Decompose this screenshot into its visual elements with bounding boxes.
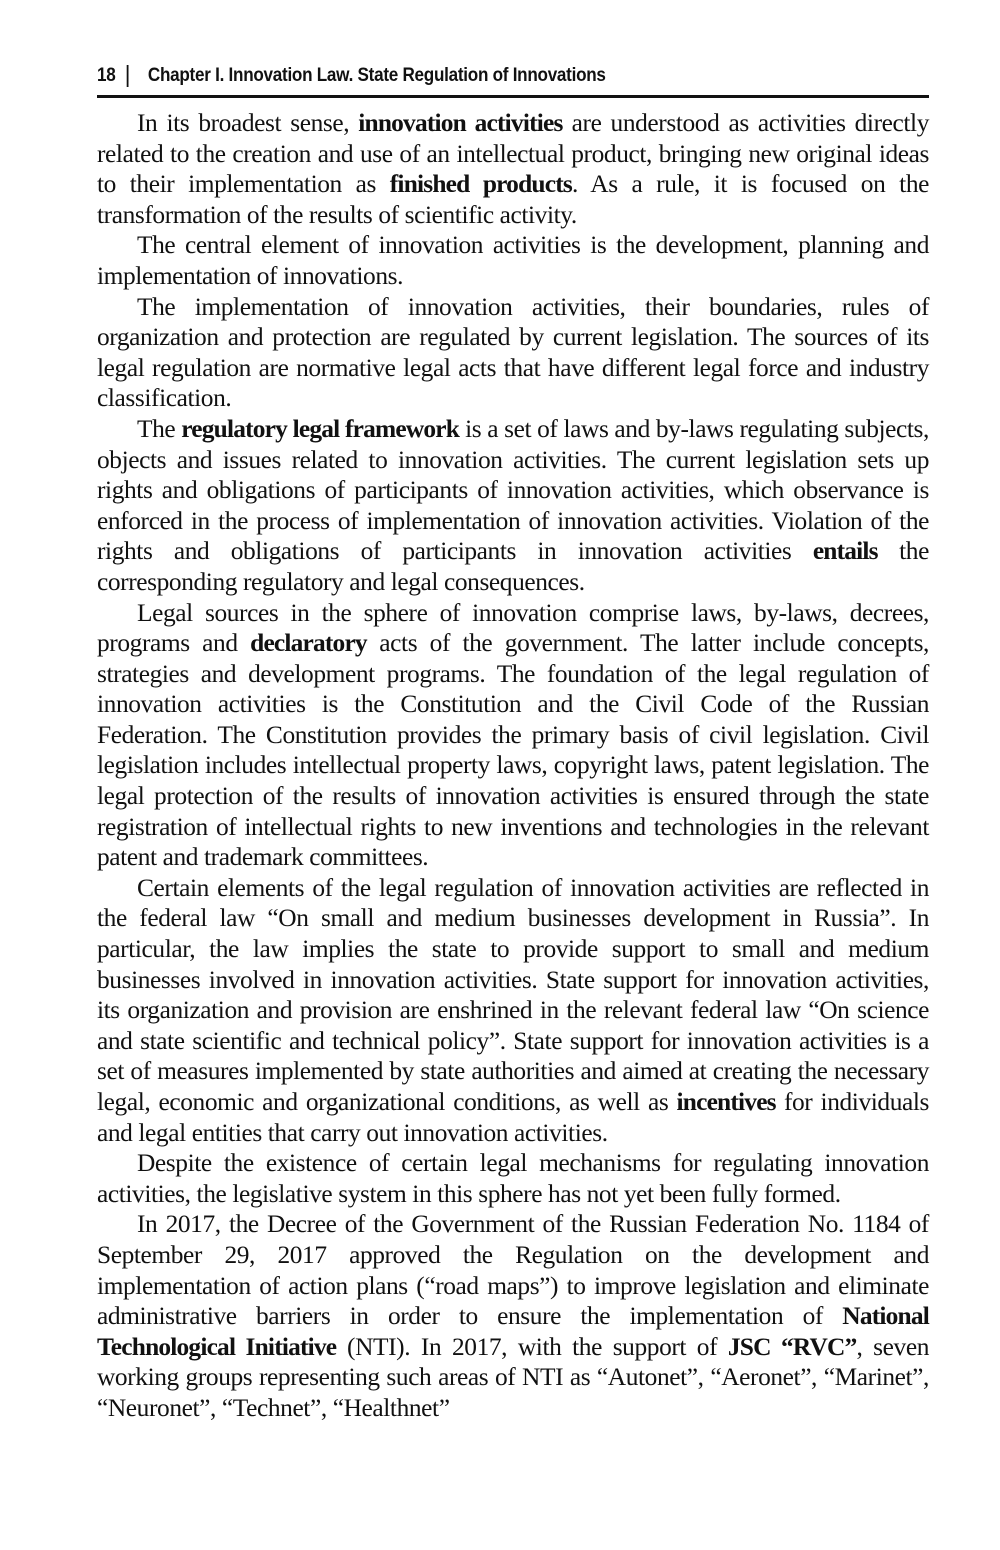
bold-term: declaratory [250,629,367,658]
text-run: The implementation of innovation activities, their boundaries, rules of organization and protection are regulated by current legislation. The sources of its legal regulation are normative legal acts that have different legal force and industry classification. [97,292,929,413]
text-run: (NTI). In 2017, with the support of [336,1332,728,1361]
header-separator [126,65,128,87]
paragraph [97,873,929,1148]
text-run: The central element of innovation activities is the development, planning and implementation of innovations. [97,231,929,290]
text-run: Certain elements of the legal regulation of innovation activities are reflected in the federal law “On small and medium businesses development in Russia”. In particular, the law implies the state to provide support to small and medium businesses involved in innovation activities. State support for innovation activities, its organization and provision are enshrined in the relevant federal law “On science and state scientific and technical policy”. State support for innovation activities is a set of measures implemented by state authorities and aimed at creating the necessary legal, economic and organizational conditions, as well as [97,873,929,1116]
bold-term: entails [812,537,878,566]
text-run: for individuals and legal entities that carry out innovation activities. [97,1088,929,1147]
bold-term: National Technological Initiative [97,1302,929,1361]
bold-term: regulatory legal framework [181,414,460,443]
text-run: are understood as activities directly related to the creation and use of an intellectual product, bringing new original ideas to their implementation as [97,109,929,199]
text-run: the corresponding regulatory and legal consequences. [97,537,929,596]
running-header [97,60,846,92]
text-run: . As a rule, it is focused on the transformation of the results of scientific activity. [97,170,929,229]
bold-term: JSC “RVC” [727,1332,857,1361]
paragraph [97,1209,929,1423]
text-run: The [137,414,182,443]
bold-term: incentives [676,1088,776,1116]
paragraph [97,230,929,291]
chapter-title: Chapter I. Innovation Law. State Regulation of Innovations [147,65,606,86]
text-run: Legal sources in the sphere of innovation comprise laws, by-laws, decrees, programs and [97,598,929,658]
text-run: Despite the existence of certain legal mechanisms for regulating innovation activities, the legislative system in this sphere has not yet been fully formed. [97,1149,929,1208]
body-text [97,108,929,1424]
paragraph [97,108,929,230]
header-rule [97,95,929,98]
text-run: In its broadest sense, [137,109,359,137]
bold-term: finished products [389,170,572,199]
bold-term: innovation activities [358,109,563,137]
text-run: is a set of laws and by-laws regulating subjects, objects and issues related to innovation activities. The current legislation sets up rights and obligations of participants of innovation activities, which observance is enforced in the process of implementation of innovation activities. Violation of the rights and obligations of participants in innovation activities [97,414,929,566]
page-number: 18 [97,65,116,86]
paragraph [97,1148,929,1209]
paragraph [97,414,929,598]
paragraph [97,598,929,873]
text-run: acts of the government. The latter include concepts, strategies and development programs. The foundation of the legal regulation of innovation activities is the Constitution and the Civil Code of the Russian Federation. The Constitution provides the primary basis of civil legislation. Civil legislation includes intellectual property laws, copyright laws, patent legislation. The legal protection of the results of innovation activities is ensured through the state registration of intellectual rights to new inventions and technologies in the relevant patent and trademark committees. [97,629,929,872]
paragraph [97,292,929,414]
text-run: , seven working groups representing such areas of NTI as “Autonet”, “Aeronet”, “Marinet”, “Neuronet”, “Technet”, “Healthnet” [97,1332,929,1422]
text-run: In 2017, the Decree of the Government of the Russian Federation No. 1184 of September 29, 2017 approved the Regulation on the development and implementation of action plans (“road maps”) to improve legislation and eliminate administrative barriers in order to ensure the implementation of [97,1210,929,1331]
